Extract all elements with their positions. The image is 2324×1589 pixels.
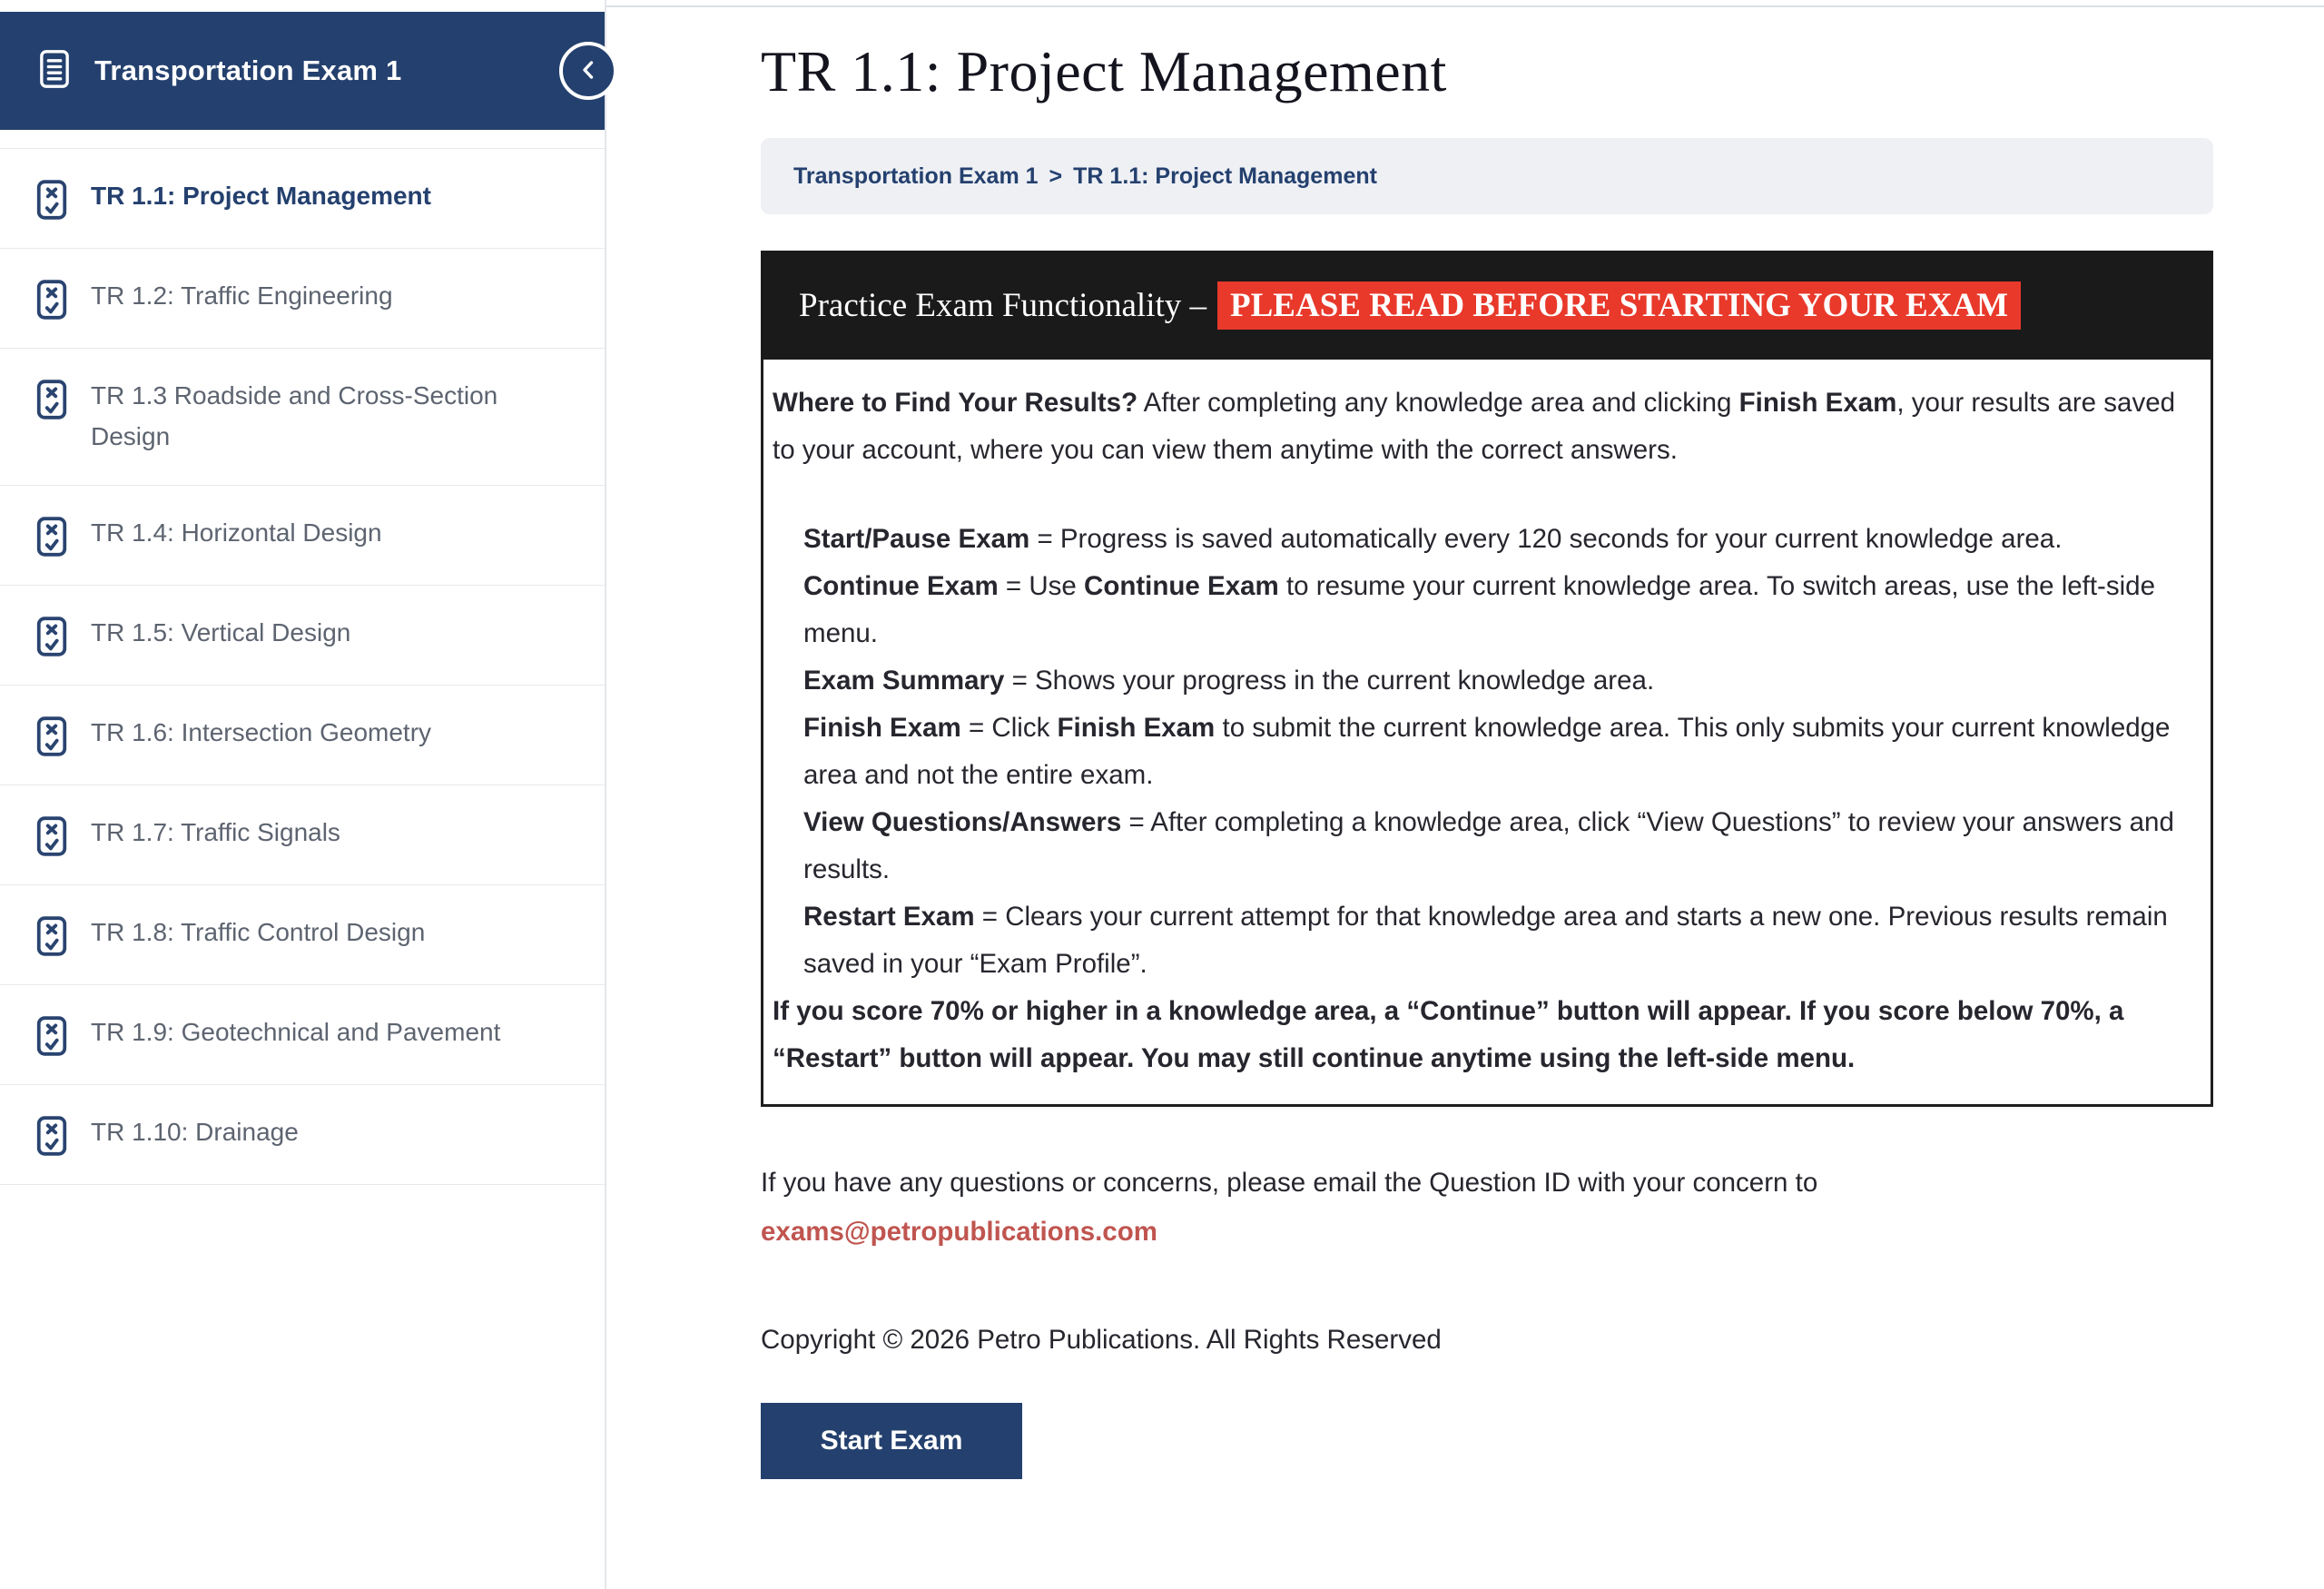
sidebar-item-label: TR 1.6: Intersection Geometry xyxy=(91,717,432,746)
main-content xyxy=(761,0,2213,1479)
exam-checklist-icon xyxy=(34,616,69,657)
breadcrumb-current[interactable]: TR 1.1: Project Management xyxy=(1073,163,1377,189)
exam-checklist-icon xyxy=(34,516,69,558)
definition-item: Finish Exam = Click Finish Exam to submit the current knowledge area. This only submits your current knowledge area and not the entire exam. xyxy=(803,713,2171,790)
sidebar-item-8[interactable] xyxy=(0,885,605,985)
exam-checklist-icon xyxy=(34,915,69,957)
page-title: TR 1.1: Project Management xyxy=(761,39,1447,104)
document-list-icon xyxy=(36,47,73,95)
contact-text: If you have any questions or concerns, please email the Question ID with your concern to xyxy=(761,1168,1818,1198)
collapse-sidebar-button[interactable] xyxy=(559,42,617,100)
definition-item: Restart Exam = Clears your current attempt for that knowledge area and starts a new one. Previous results remain saved in your “Exam Profile”. xyxy=(803,902,2168,979)
sidebar-item-5[interactable] xyxy=(0,586,605,686)
definition-item: View Questions/Answers = After completing a knowledge area, click “View Questions” to review your answers and results. xyxy=(803,807,2174,884)
exam-section-list xyxy=(0,148,605,1185)
definition-item: Start/Pause Exam = Progress is saved automatically every 120 seconds for your current knowledge area. xyxy=(803,524,2063,554)
copyright-text: Copyright © 2026 Petro Publications. All Rights Reserved xyxy=(761,1325,1442,1355)
instructions-box xyxy=(761,360,2213,1107)
definition-item: Exam Summary = Shows your progress in the current knowledge area. xyxy=(803,666,1655,696)
breadcrumb xyxy=(761,138,2213,214)
exam-checklist-icon xyxy=(34,1115,69,1157)
sidebar-item-10[interactable] xyxy=(0,1085,605,1185)
breadcrumb-parent-link[interactable]: Transportation Exam 1 xyxy=(793,163,1039,189)
exam-checklist-icon xyxy=(34,379,69,420)
definition-item: Continue Exam = Use Continue Exam to resume your current knowledge area. To switch areas, use the left-side menu. xyxy=(803,571,2155,648)
start-exam-button[interactable]: Start Exam xyxy=(761,1403,1022,1479)
breadcrumb-separator: > xyxy=(1049,163,1063,189)
notice-header-highlight: PLEASE READ BEFORE STARTING YOUR EXAM xyxy=(1217,281,2021,330)
sidebar-item-6[interactable] xyxy=(0,686,605,785)
exam-checklist-icon xyxy=(34,1015,69,1057)
contact-paragraph xyxy=(761,1160,2213,1256)
sidebar-item-label: TR 1.5: Vertical Design xyxy=(91,617,351,646)
sidebar-item-1[interactable] xyxy=(0,149,605,249)
sidebar-item-2[interactable] xyxy=(0,249,605,349)
exam-checklist-icon xyxy=(34,279,69,321)
sidebar-item-7[interactable] xyxy=(0,785,605,885)
notice-header-prefix: Practice Exam Functionality – xyxy=(799,286,1207,324)
sidebar-header xyxy=(0,12,605,130)
sidebar-item-label: TR 1.3 Roadside and Cross-Section Design xyxy=(91,381,498,450)
exam-checklist-icon xyxy=(34,815,69,857)
intro-paragraph: Where to Find Your Results? After completing any knowledge area and clicking Finish Exam, your results are saved to your account, where you can view them anytime with the correct answers. xyxy=(773,388,2176,465)
sidebar-item-label: TR 1.7: Traffic Signals xyxy=(91,817,340,846)
sidebar-title: Transportation Exam 1 xyxy=(94,54,402,86)
sidebar-item-label: TR 1.10: Drainage xyxy=(91,1117,299,1146)
exam-checklist-icon xyxy=(34,716,69,757)
email-link[interactable]: exams@petropublications.com xyxy=(761,1217,1157,1247)
sidebar-item-label: TR 1.9: Geotechnical and Pavement xyxy=(91,1017,501,1046)
exam-checklist-icon xyxy=(34,179,69,221)
sidebar-item-label: TR 1.2: Traffic Engineering xyxy=(91,281,393,310)
definition-list xyxy=(773,516,2187,988)
sidebar-item-label: TR 1.4: Horizontal Design xyxy=(91,518,382,547)
sidebar-item-9[interactable] xyxy=(0,985,605,1085)
sidebar-item-4[interactable] xyxy=(0,486,605,586)
sidebar-item-label: TR 1.1: Project Management xyxy=(91,182,431,210)
sidebar-item-label: TR 1.8: Traffic Control Design xyxy=(91,917,426,946)
sidebar-item-3[interactable] xyxy=(0,349,605,486)
score-note: If you score 70% or higher in a knowledge area, a “Continue” button will appear. If you score below 70%, a “Restart” button will appear. You may still continue anytime using the left-side menu. xyxy=(773,996,2124,1073)
notice-header xyxy=(761,251,2213,360)
chevron-left-icon xyxy=(578,57,598,85)
sidebar xyxy=(0,0,606,1589)
